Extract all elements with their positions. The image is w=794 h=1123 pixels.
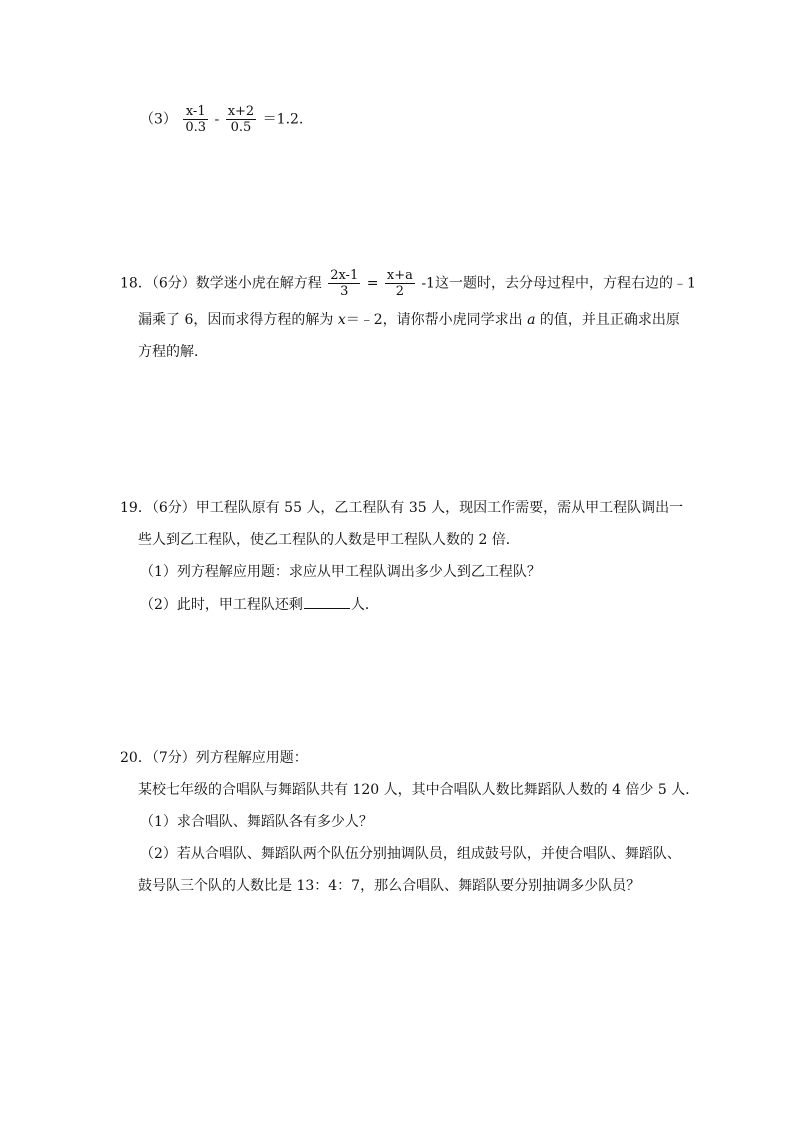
- q19-sub-1: [140, 562, 541, 582]
- q18-line-2-text-a: 漏乘了 6，因而求得方程的解为: [138, 312, 338, 328]
- q20-sub-1-text: （1）求合唱队、舞蹈队各有多少人？: [140, 814, 373, 830]
- q20-line-2-text: 某校七年级的合唱队与舞蹈队共有 120 人，其中合唱队人数比舞蹈队人数的 4 倍少 5 人．: [138, 782, 700, 798]
- q18-line-2-text-c: 的值，并且正确求出原: [535, 312, 680, 328]
- q18-fraction-1: [328, 268, 360, 299]
- q18-fraction-2-denominator: 2: [395, 284, 404, 299]
- q19-line-2-text: 些人到乙工程队，使乙工程队的人数是甲工程队人数的 2 倍．: [138, 532, 520, 548]
- q18-line-1: [120, 268, 696, 299]
- q17-part3-prefix: （3）: [140, 111, 177, 128]
- q18-line-3: [138, 342, 208, 362]
- q19-sub-1-text: （1）列方程解应用题：求应从甲工程队调出多少人到乙工程队？: [140, 564, 541, 580]
- fraction-2: [226, 104, 257, 135]
- fraction-1-denominator: 0.3: [185, 120, 207, 135]
- q18-fraction-1-denominator: 3: [340, 284, 349, 299]
- q20-sub-2-text: （2）若从合唱队、舞蹈队两个队伍分别抽调队员，组成鼓号队，并使合唱队、舞蹈队、: [140, 846, 681, 862]
- q20-line-2: [138, 780, 699, 800]
- q19-line-2: [138, 530, 520, 550]
- q18-line-3-text: 方程的解．: [138, 344, 208, 360]
- answer-blank[interactable]: [304, 594, 350, 609]
- q19-sub-2-text-b: 人．: [350, 597, 379, 613]
- q20-sub-3: [138, 876, 640, 896]
- q18-equals: =: [366, 275, 379, 292]
- q19-sub-2: [140, 594, 379, 615]
- q18-line-2-text-b: ＝﹣2，请你帮小虎同学求出: [345, 312, 528, 328]
- q20-sub-1: [140, 812, 373, 832]
- variable-x: x: [337, 312, 346, 328]
- fraction-2-numerator: x+2: [227, 104, 255, 119]
- variable-a: a: [527, 312, 536, 328]
- fraction-2-denominator: 0.5: [230, 120, 252, 135]
- q20-sub-3-text: 鼓号队三个队的人数比是 13：4：7，那么合唱队、舞蹈队要分别抽调多少队员？: [138, 878, 641, 894]
- q18-fraction-2-numerator: x+a: [386, 268, 413, 283]
- fraction-1: [183, 104, 208, 135]
- q18-lead: 18．（6分）数学迷小虎在解方程: [120, 275, 322, 292]
- equation-rhs: ＝1.2.: [262, 111, 304, 128]
- fraction-1-numerator: x-1: [183, 104, 208, 120]
- q18-fraction-2: [385, 268, 415, 299]
- q18-fraction-1-numerator: 2x-1: [330, 268, 359, 283]
- q20-sub-2: [140, 844, 681, 864]
- q17-part3: [140, 104, 303, 135]
- minus-sign: -: [214, 111, 220, 128]
- q20-line-1: [120, 748, 308, 768]
- q19-line-1-text: 19．（6分）甲工程队原有 55 人，乙工程队有 35 人，现因工作需要，需从甲工程队调出一: [120, 500, 684, 516]
- q19-line-1: [120, 498, 683, 518]
- q18-minus-one: -1: [421, 275, 435, 292]
- q18-tail: 这一题时，去分母过程中，方程右边的﹣1: [434, 275, 696, 292]
- q18-line-2: [138, 310, 680, 330]
- q20-line-1-text: 20．（7分）列方程解应用题：: [120, 750, 308, 766]
- q19-sub-2-text-a: （2）此时，甲工程队还剩: [140, 597, 303, 613]
